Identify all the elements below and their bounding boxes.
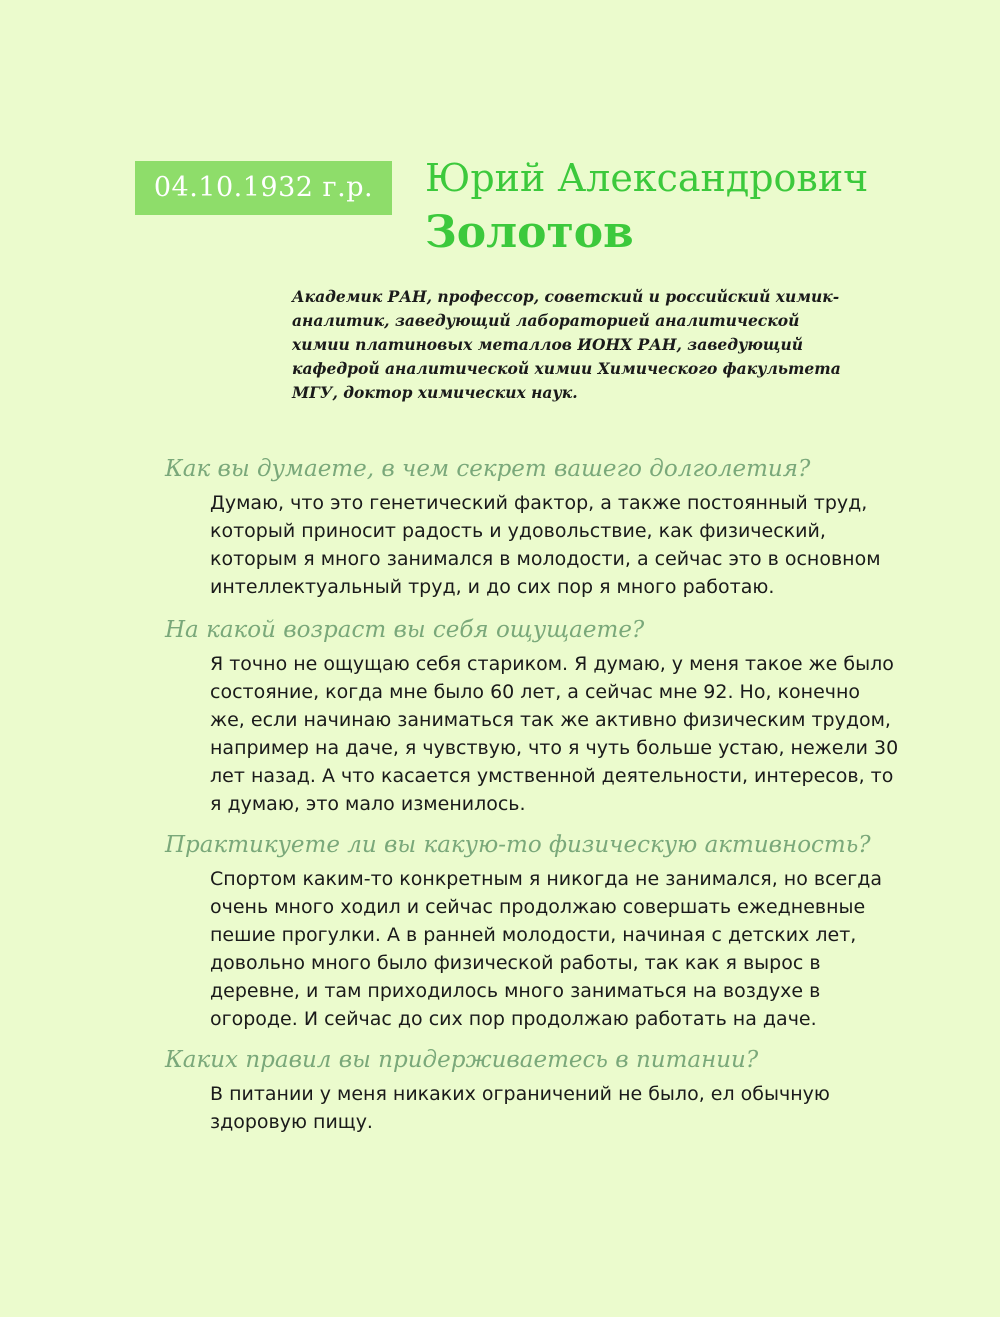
question-heading: Как вы думаете, в чем секрет вашего долголетия?: [165, 456, 811, 482]
bio-paragraph: Академик РАН, профессор, советский и российский химик-аналитик, заведующий лабораторией аналитической химии платиновых металлов ИОНХ РАН, заведующий кафедрой аналитической химии Химического факультета МГУ, доктор химических наук.: [292, 287, 841, 402]
birth-date-badge: 04.10.1932 г.р.: [135, 161, 392, 215]
qa-block-3: [165, 829, 905, 1033]
answer-text: Я точно не ощущаю себя стариком. Я думаю, у меня такое же было состояние, когда мне было 60 лет, а сейчас мне 92. Но, конечно же, если начинаю заниматься так же активно физическим трудом, например на даче, я чувствую, что я чуть больше устаю, нежели 30 лет назад. А что касается умственной деятельности, интересов, то я думаю, это мало изменилось.: [210, 653, 899, 815]
qa-block-4: [165, 1044, 905, 1136]
question-heading: На какой возраст вы себя ощущаете?: [165, 617, 645, 643]
person-last-name: Золотов: [425, 207, 634, 258]
question-heading: Практикуете ли вы какую-то физическую активность?: [165, 832, 871, 858]
answer-text: В питании у меня никаких ограничений не было, ел обычную здоровую пищу.: [210, 1083, 830, 1133]
answer-text: Думаю, что это генетический фактор, а также постоянный труд, который приносит радость и удовольствие, как физический, которым я много занимался в молодости, а сейчас это в основном интеллектуальный труд, и до сих пор я много работаю.: [210, 492, 881, 598]
qa-block-2: [165, 614, 905, 818]
question-heading: Каких правил вы придерживаетесь в питании?: [165, 1047, 759, 1073]
person-first-names: Юрий Александрович: [425, 156, 869, 200]
answer-text: Спортом каким-то конкретным я никогда не занимался, но всегда очень много ходил и сейчас продолжаю совершать ежедневные пешие прогулки. А в ранней молодости, начиная с детских лет, довольно много было физической работы, так как я вырос в деревне, и там приходилось много заниматься на воздухе в огороде. И сейчас до сих пор продолжаю работать на даче.: [210, 868, 882, 1030]
qa-block-1: [165, 453, 905, 601]
